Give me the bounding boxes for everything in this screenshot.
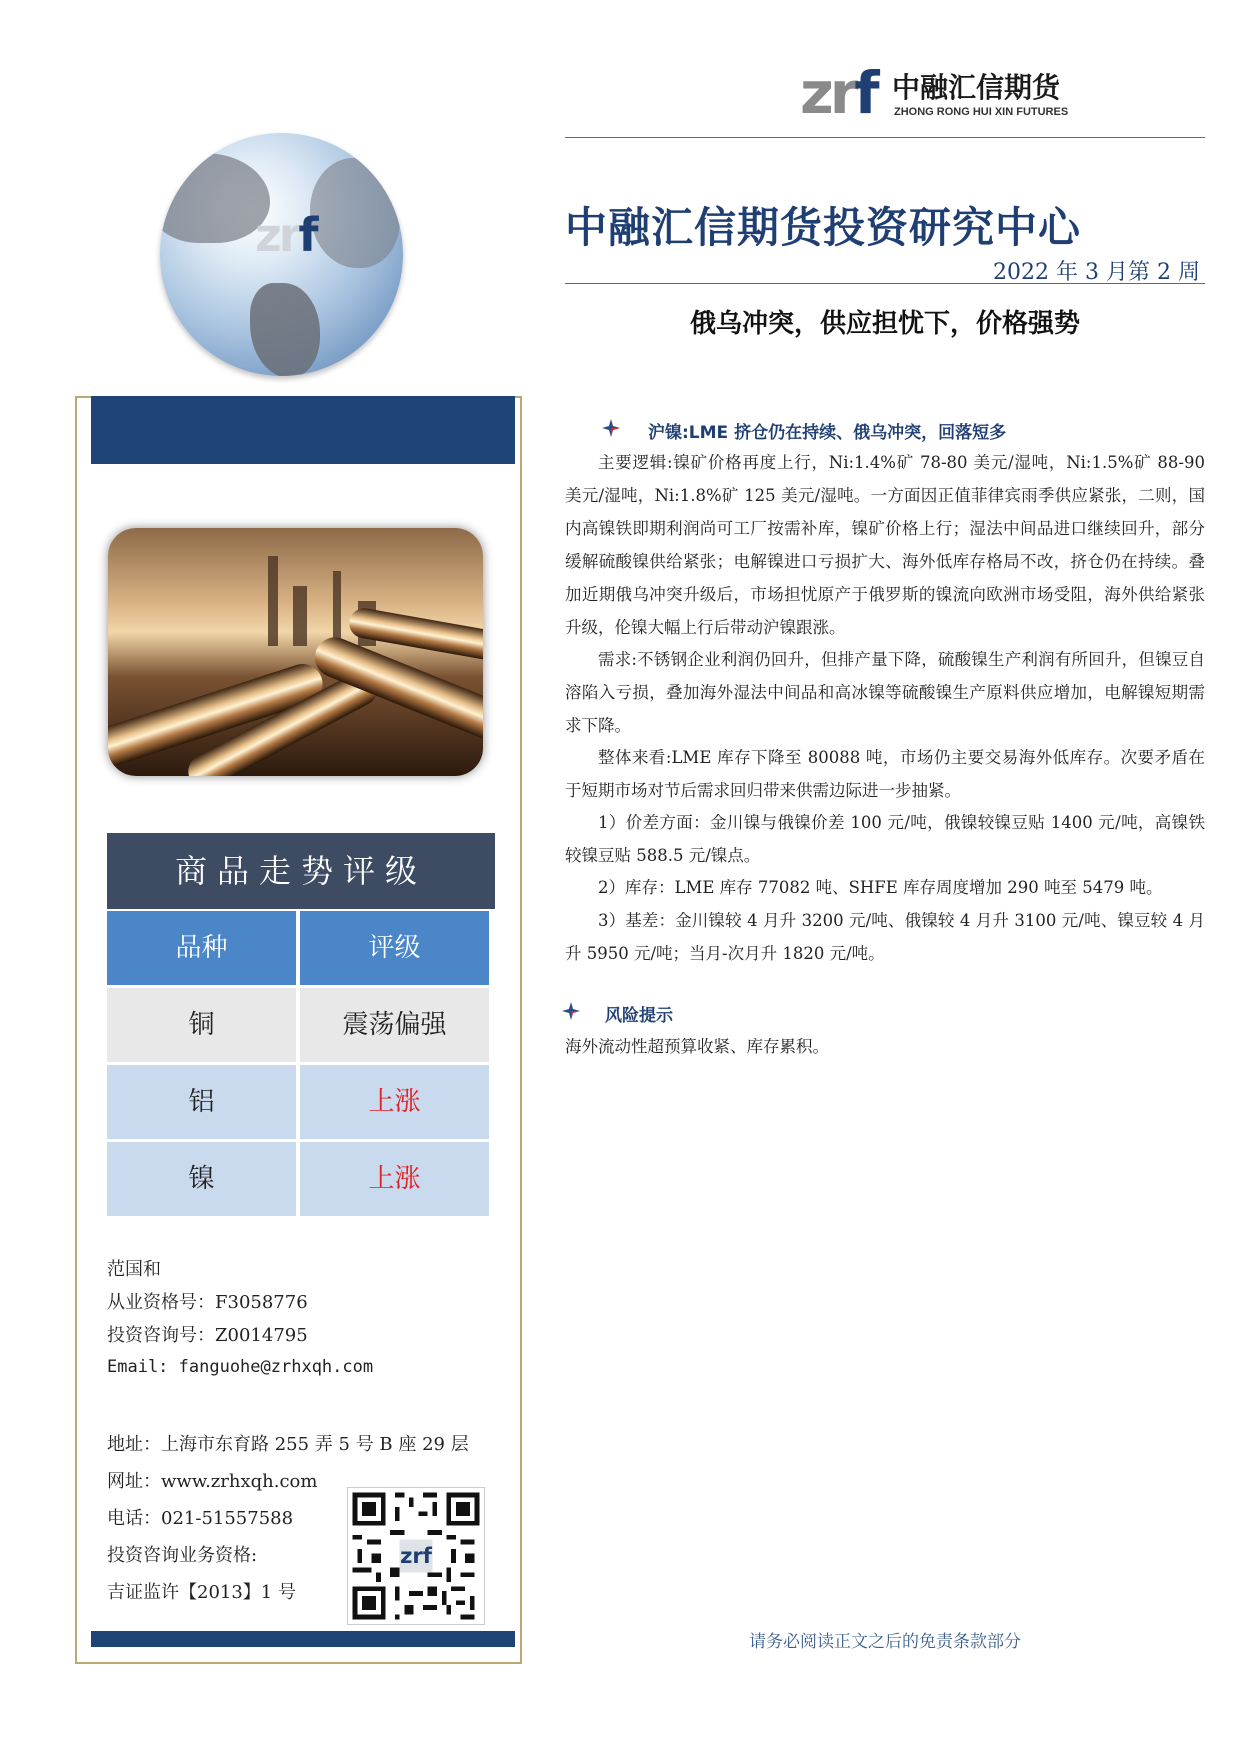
- header-divider-top: [565, 137, 1205, 138]
- paragraph-inventory: 2）库存：LME 库存 77082 吨、SHFE 库存周度增加 290 吨至 5479 吨。: [598, 878, 1163, 897]
- company-qualification: 投资咨询业务资格:: [107, 1545, 258, 1566]
- section-bullet-icon: [562, 1002, 580, 1020]
- company-logo: [800, 58, 1080, 128]
- rating-row-value: 上涨: [300, 1142, 489, 1216]
- globe-logo-mark: zrf: [255, 208, 316, 262]
- company-approval: 吉证监许【2013】1 号: [107, 1582, 296, 1603]
- rating-row-variety: 镍: [107, 1142, 296, 1216]
- report-headline: 俄乌冲突，供应担忧下，价格强势: [689, 309, 1080, 339]
- analyst-license: 从业资格号：F3058776: [107, 1292, 308, 1313]
- analyst-consult-number: 投资咨询号：Z0014795: [107, 1325, 308, 1346]
- sidebar-bottom-bar: [91, 1631, 515, 1647]
- logo-mark: zrf: [800, 59, 876, 127]
- rating-row-value: 震荡偏强: [300, 988, 489, 1062]
- logo-brand-en: ZHONG RONG HUI XIN FUTURES: [894, 106, 1069, 118]
- sidebar-top-bar: [91, 396, 515, 464]
- paragraph-overall: 整体来看:LME 库存下降至 80088 吨，市场仍主要交易海外低库存。次要矛盾在于短期市场对节后需求回归带来供需边际进一步抽紧。: [565, 748, 1205, 800]
- paragraph-basis: 3）基差：金川镍较 4 月升 3200 元/吨、俄镍较 4 月升 3100 元/吨、镍豆较 4 月升 5950 元/吨；当月-次月升 1820 元/吨。: [565, 911, 1205, 963]
- rating-header-variety: 品种: [107, 911, 296, 985]
- paragraph-main-logic: 主要逻辑:镍矿价格再度上行，Ni:1.4%矿 78-80 美元/湿吨，Ni:1.5%矿 88-90 美元/湿吨，Ni:1.8%矿 125 美元/湿吨。一方面因正值菲律宾雨季供应紧张，二则，国内高镍铁即期利润尚可工厂按需补库，镍矿价格上行；湿法中间品进口继续回升，部分缓解硫酸镍供给紧张；电解镍进口亏损扩大、海外低库存格局不改，挤仓仍在持续。叠加近期俄乌冲突升级后，市场担忧原产于俄罗斯的镍流向欧洲市场受阻，海外供给紧张升级，伦镍大幅上行后带动沪镍跟涨。: [565, 453, 1205, 637]
- section-heading-risk: 风险提示: [605, 1006, 673, 1026]
- section-heading-nickel: 沪镍:LME 挤仓仍在持续、俄乌冲突，回落短多: [648, 423, 1007, 443]
- header-divider-bottom: [565, 283, 1205, 284]
- rating-row-variety: 铜: [107, 988, 296, 1062]
- company-address: 地址：上海市东育路 255 弄 5 号 B 座 29 层: [107, 1434, 469, 1455]
- analyst-email[interactable]: Email: fanguohe@zrhxqh.com: [107, 1357, 374, 1377]
- rating-row-variety: 铝: [107, 1065, 296, 1139]
- rating-table-title: 商品走势评级: [107, 833, 495, 909]
- logo-brand-cn: 中融汇信期货: [892, 71, 1061, 104]
- report-week: 2022 年 3 月第 2 周: [993, 260, 1200, 285]
- company-phone: 电话：021-51557588: [107, 1508, 294, 1529]
- paragraph-risk: 海外流动性超预算收紧、库存累积。: [565, 1037, 829, 1056]
- disclaimer-note: 请务必阅读正文之后的免责条款部分: [749, 1632, 1021, 1652]
- company-website[interactable]: 网址：www.zrhxqh.com: [107, 1471, 318, 1492]
- analyst-name: 范国和: [107, 1259, 161, 1280]
- section-bullet-icon: [602, 419, 620, 437]
- research-center-title: 中融汇信期货投资研究中心: [565, 203, 1082, 252]
- svg-text:zrf: zrf: [400, 1543, 432, 1569]
- pipeline-photo: [108, 528, 483, 776]
- paragraph-demand: 需求:不锈钢企业利润仍回升，但排产量下降，硫酸镍生产利润有所回升，但镍豆自溶陷入亏损，叠加海外湿法中间品和高冰镍等硫酸镍生产原料供应增加，电解镍短期需求下降。: [565, 650, 1205, 735]
- rating-header-rating: 评级: [300, 911, 489, 985]
- paragraph-spread: 1）价差方面：金川镍与俄镍价差 100 元/吨，俄镍较镍豆贴 1400 元/吨，高镍铁较镍豆贴 588.5 元/镍点。: [565, 813, 1205, 865]
- rating-row-value: 上涨: [300, 1065, 489, 1139]
- globe-image: [160, 133, 403, 376]
- qr-code: [347, 1487, 485, 1625]
